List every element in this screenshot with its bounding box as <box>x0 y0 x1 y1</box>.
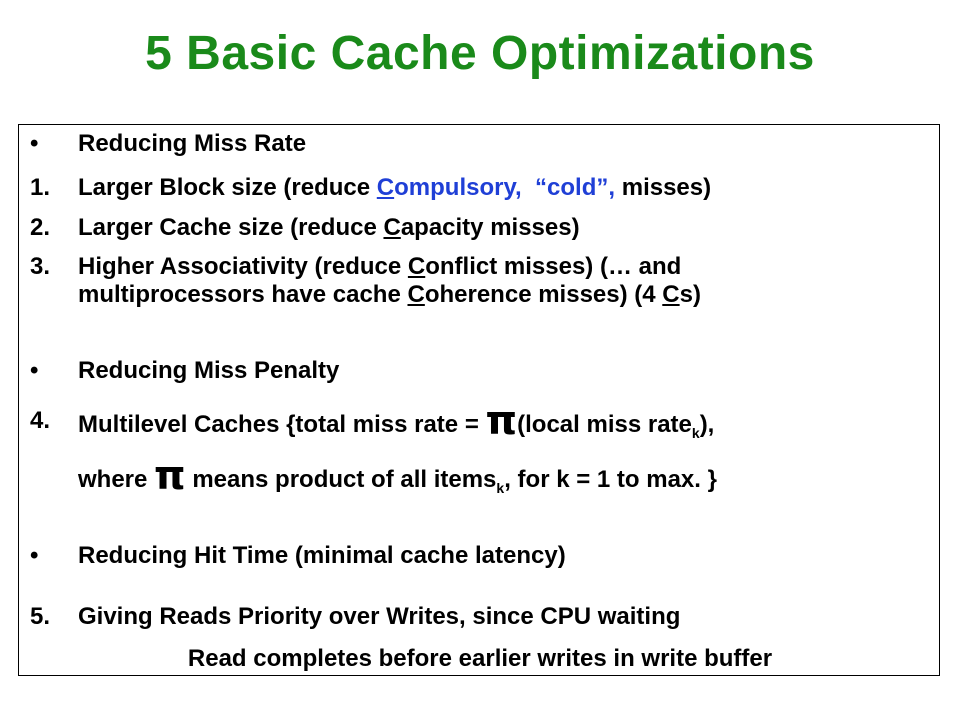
item-number: 1. <box>30 174 51 201</box>
item-text-part: where <box>78 466 155 493</box>
item-text: Giving Reads Priority over Writes, since CPU waiting <box>78 603 681 630</box>
section-heading: Reducing Miss Rate <box>78 130 307 157</box>
item-text-part: means product of all items <box>185 466 497 493</box>
item-text-part: misses) <box>615 174 712 201</box>
item-text-part: Higher Associativity (reduce <box>78 253 408 280</box>
item-text-part: s) <box>679 281 701 308</box>
item-text <box>78 398 715 444</box>
item-number: 3. <box>30 253 51 280</box>
item-text-part: Larger Block size (reduce <box>78 174 377 201</box>
compulsory-c-highlight: C <box>376 174 395 201</box>
item-text-part: , for k = 1 to max. } <box>504 466 717 493</box>
item-text-part: ), <box>699 411 715 438</box>
item-text-part: multiprocessors have cache <box>78 281 408 308</box>
coherence-c: C <box>407 281 425 308</box>
product-symbol-icon: π <box>485 398 518 444</box>
capacity-c: C <box>383 214 401 241</box>
section-heading: Reducing Hit Time (minimal cache latency) <box>78 542 566 569</box>
item-text <box>78 281 701 309</box>
item-text-part: oherence misses) (4 <box>424 281 663 308</box>
bullet-icon: • <box>30 542 39 569</box>
product-symbol-icon: π <box>154 453 186 499</box>
cold-word: “cold”, <box>535 174 616 201</box>
subscript-k: k <box>691 425 700 441</box>
four-cs-c: C <box>662 281 680 308</box>
content-box <box>18 124 940 676</box>
item-number: 2. <box>30 214 51 241</box>
item-text-part: onflict misses) (… and <box>425 253 682 280</box>
item-number: 5. <box>30 603 51 630</box>
item-text <box>78 453 717 499</box>
item-text <box>78 174 711 202</box>
item-text <box>78 214 580 242</box>
item-text-part: apacity misses) <box>400 214 580 241</box>
item-text-part: (local miss rate <box>517 411 692 438</box>
subscript-k: k <box>496 480 505 496</box>
conflict-c: C <box>407 253 426 280</box>
item-text: Read completes before earlier writes in write buffer <box>187 645 773 672</box>
item-number: 4. <box>30 407 51 434</box>
section-heading: Reducing Miss Penalty <box>78 357 340 384</box>
slide-title: 5 Basic Cache Optimizations <box>145 27 815 80</box>
item-text <box>78 253 681 281</box>
bullet-icon: • <box>30 130 39 157</box>
item-text-part: Larger Cache size (reduce <box>78 214 384 241</box>
bullet-icon: • <box>30 357 39 384</box>
item-text-part: Multilevel Caches {total miss rate = <box>78 411 486 438</box>
compulsory-word: ompulsory, <box>394 174 522 201</box>
